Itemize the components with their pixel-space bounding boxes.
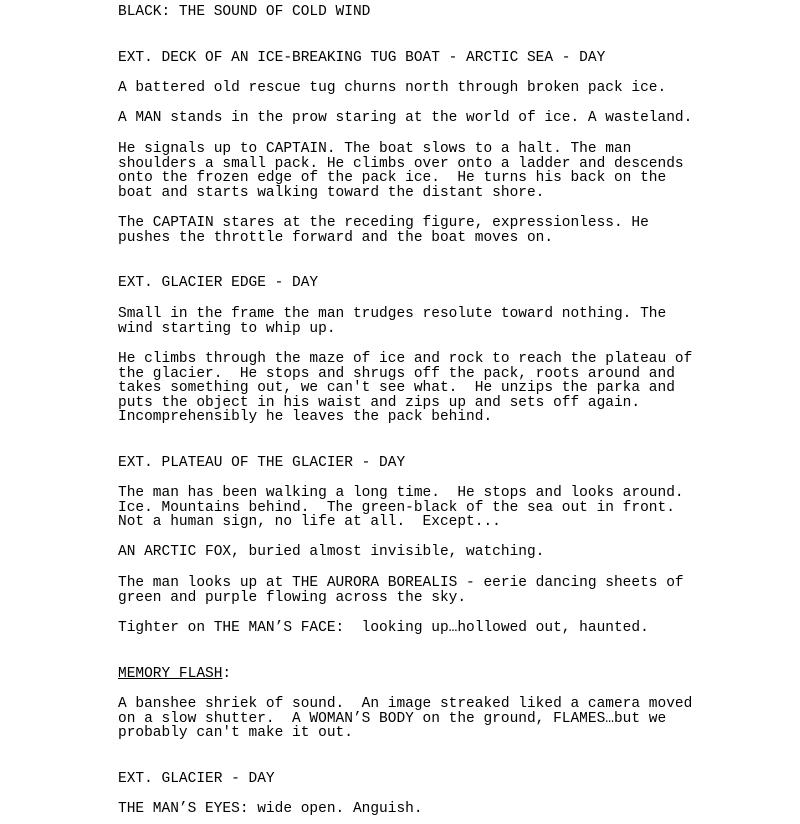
action-line: Not a human sign, no life at all. Except... [118,514,501,531]
action-line: A banshee shriek of sound. An image streaked liked a camera moved [118,696,693,712]
action-line: A battered old rescue tug churns north through broken pack ice. [118,80,667,96]
action-line: The man has been walking a long time. He stops and looks around. [118,485,684,501]
scene-heading: EXT. GLACIER - DAY [118,771,275,787]
action-line: A MAN stands in the prow staring at the world of ice. A wasteland. [118,110,693,126]
action-line: Incomprehensibly he leaves the pack behind. [118,409,493,426]
action-line: AN ARCTIC FOX, buried almost invisible, watching. [118,544,545,560]
action-line: the glacier. He stops and shrugs off the pack, roots around and [118,365,675,382]
action-line: takes something out, we can't see what. He unzips the parka and [118,380,675,397]
action-line: pushes the throttle forward and the boat moves on. [118,229,554,246]
action-line: on a slow shutter. A WOMAN’S BODY on the ground, FLAMES…but we [118,710,667,727]
action-line: wind starting to whip up. [118,320,336,337]
action-line: boat and starts walking toward the distant shore. [118,184,545,201]
action-line: probably can't make it out. [118,725,353,742]
memory-flash-heading [118,667,231,682]
action-line: green and purple flowing across the sky. [118,589,467,606]
scene-heading: EXT. PLATEAU OF THE GLACIER - DAY [118,455,406,471]
memory-flash-label: MEMORY FLASH [118,666,223,682]
action-line: onto the frozen edge of the pack ice. He turns his back on the [118,170,667,187]
action-line: Ice. Mountains behind. The green-black of the sea out in front. [118,499,675,516]
action-line: shoulders a small pack. He climbs over onto a ladder and descends [118,155,684,172]
memory-flash-colon: : [222,666,232,682]
action-line: THE MAN’S EYES: wide open. Anguish. [118,801,423,817]
action-line: The man looks up at THE AURORA BOREALIS - eerie dancing sheets of [118,575,684,591]
scene-heading: EXT. DECK OF AN ICE-BREAKING TUG BOAT - ARCTIC SEA - DAY [118,50,606,66]
action-line: puts the object in his waist and zips up and sets off again. [118,394,641,411]
opening-line: BLACK: THE SOUND OF COLD WIND [118,4,371,20]
scene-heading: EXT. GLACIER EDGE - DAY [118,275,319,291]
action-line: The CAPTAIN stares at the receding figure, expressionless. He [118,215,649,231]
action-line: Small in the frame the man trudges resolute toward nothing. The [118,306,667,322]
action-line: He signals up to CAPTAIN. The boat slows to a halt. The man [118,141,632,157]
action-line: He climbs through the maze of ice and rock to reach the plateau of [118,351,693,367]
action-line: Tighter on THE MAN’S FACE: looking up…hollowed out, haunted. [118,620,649,636]
